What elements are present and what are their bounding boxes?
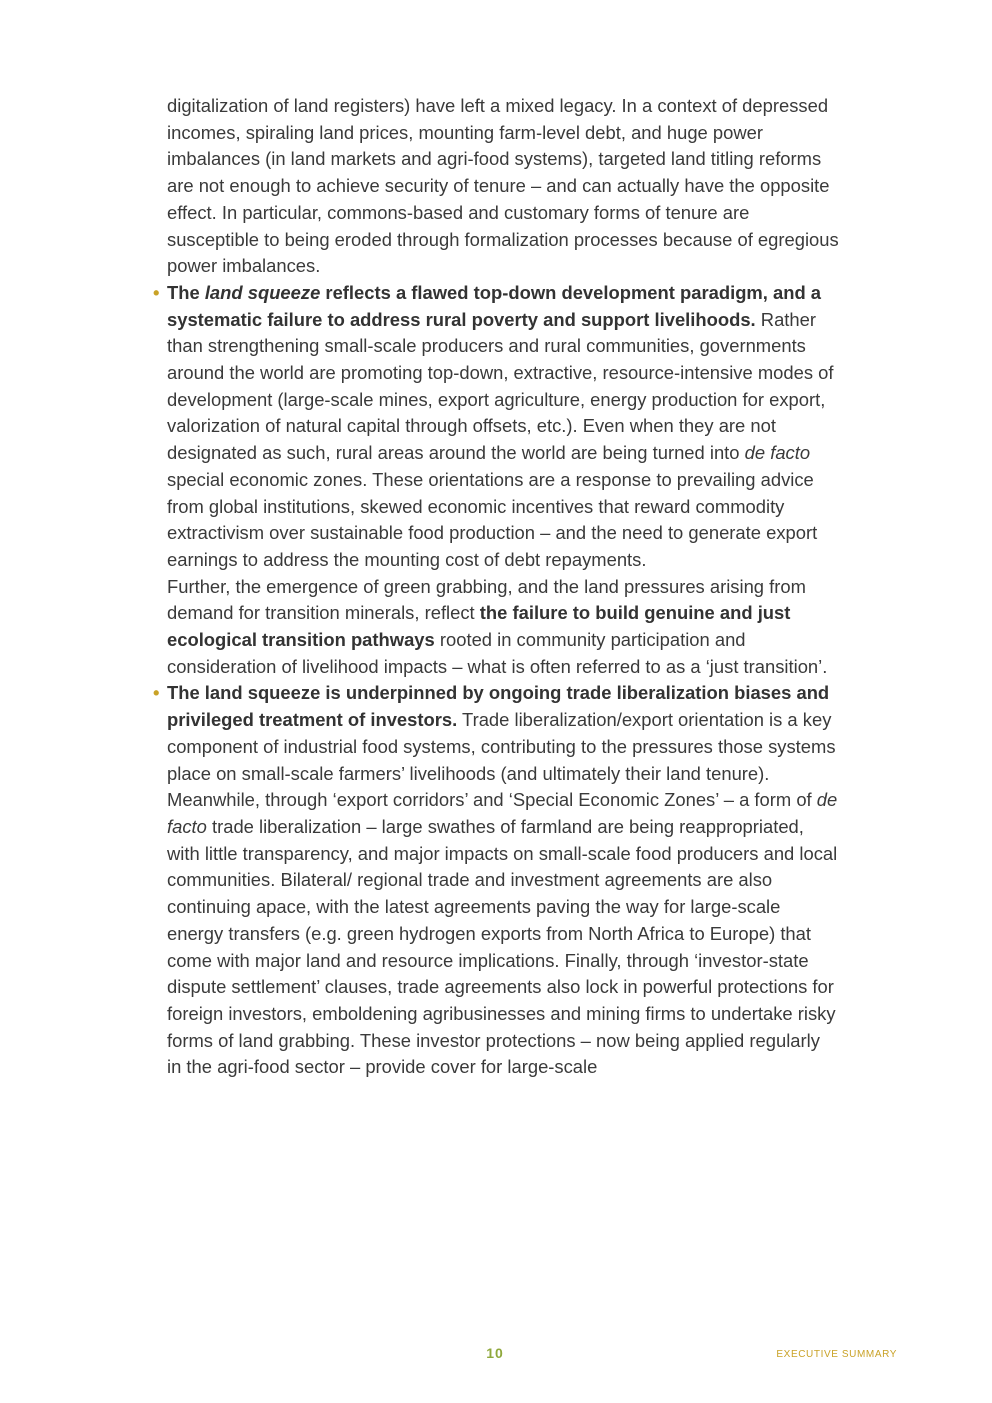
bullet-item-land-squeeze-paradigm [153, 280, 839, 574]
bullet2-lead: The land squeeze is underpinned by ongoing trade liberalization biases and privileged treatment of investors. [167, 682, 830, 731]
bullet1-body-pre: Rather than strengthening small-scale producers and rural communities, governments around the world are promoting top-down, extractive, resource-intensive modes of development (large-scale mines, export agriculture, energy production for export, valorization of natural capital through offsets, etc.). Even when they are not designated as such, rural areas around the world are being turned into [167, 308, 834, 464]
intro-paragraph [167, 93, 839, 280]
intro-paragraph-text: digitalization of land registers) have left a mixed legacy. In a context of depressed incomes, spiraling land prices, mounting farm-level debt, and huge power imbalances (in land markets and agri-food systems), targeted land titling reforms are not enough to achieve security of tenure – and can actually have the opposite effect. In particular, commons-based and customary forms of tenure are susceptible to being eroded through formalization processes because of egregious power imbalances. [167, 95, 839, 277]
bullet2-body-pre: Trade liberalization/export orientation is a key component of industrial food systems, contributing to the pressures those systems place on small-scale farmers’ livelihoods (and ultimately their land tenure). Meanwhile, through ‘export corridors’ and ‘Special Economic Zones’ – a form of [167, 709, 836, 811]
bullet1-lead-italic: land squeeze [204, 281, 321, 303]
para2-bold: the failure to build genuine and just ecological transition pathways [167, 602, 791, 651]
document-body [153, 93, 839, 1081]
bullet1-lead-post: reflects a flawed top-down development paradigm, and a systematic failure to address rural poverty and support livelihoods. [167, 281, 822, 330]
bullet1-body-italic: de facto [744, 442, 811, 464]
bullet-icon: • [153, 682, 160, 704]
bullet2-body-post: trade liberalization – large swathes of farmland are being reappropriated, with little transparency, and major impacts on small-scale food producers and local communities. Bilateral/ regional trade and investment agreements are also continuing apace, with the latest agreements paving the way for large-scale energy transfers (e.g. green hydrogen exports from North Africa to Europe) that come with major land and resource implications. Finally, through ‘investor-state dispute settlement’ clauses, trade agreements also lock in powerful protections for foreign investors, emboldening agribusinesses and mining firms to undertake risky forms of land grabbing. These investor protections – now being applied regularly in the agri-food sector – provide cover for large-scale [167, 815, 838, 1078]
para2-pre: Further, the emergence of green grabbing, and the land pressures arising from demand for transition minerals, reflect [167, 575, 806, 624]
paragraph-green-grabbing [167, 574, 839, 681]
bullet-icon: • [153, 281, 160, 303]
page-number: 10 [486, 1345, 504, 1361]
section-label: EXECUTIVE SUMMARY [776, 1349, 897, 1360]
bullet-item-trade-liberalization [153, 680, 839, 1081]
bullet1-lead-pre: The [167, 281, 205, 303]
bullet1-body-post: special economic zones. These orientations are a response to prevailing advice from global institutions, skewed economic incentives that reward commodity extractivism over sustainable food production – and the need to generate export earnings to address the mounting cost of debt repayments. [167, 468, 818, 570]
bullet2-body-italic: de facto [167, 789, 838, 837]
para2-post: rooted in community participation and consideration of livelihood impacts – what is often referred to as a ‘just transition’. [167, 629, 828, 677]
bullet1-lead [167, 282, 821, 330]
